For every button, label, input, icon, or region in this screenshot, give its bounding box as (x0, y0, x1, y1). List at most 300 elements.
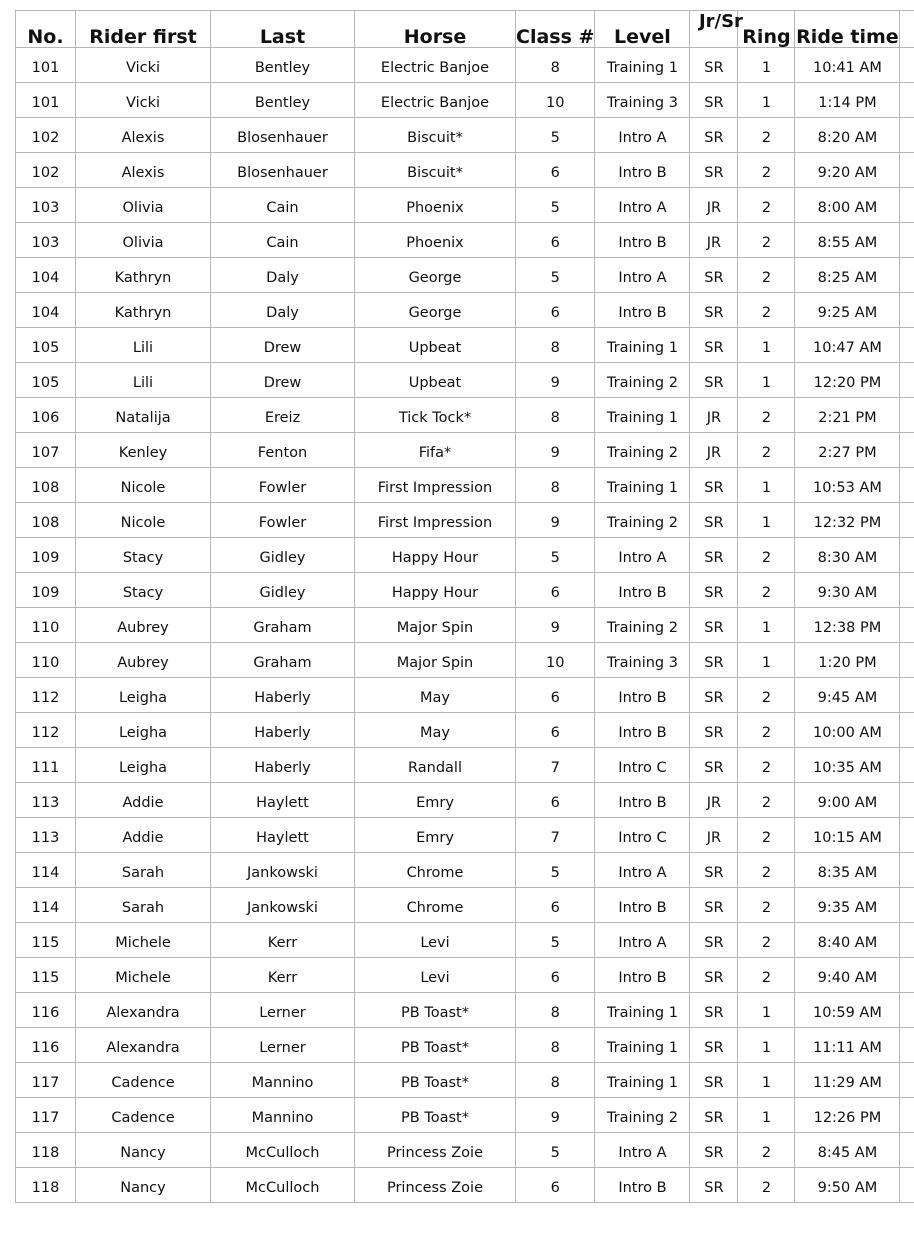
cell-level: Training 2 (595, 503, 690, 538)
cell-no: 115 (16, 923, 76, 958)
header-horse: Horse (355, 11, 516, 48)
cell-last: Lerner (211, 1028, 355, 1063)
cell-jr-sr: SR (690, 678, 738, 713)
cell-class: 9 (516, 608, 595, 643)
cell-level: Training 2 (595, 1098, 690, 1133)
cell-level: Intro C (595, 748, 690, 783)
cell-spacer (900, 818, 914, 853)
cell-level: Intro B (595, 958, 690, 993)
cell-horse: Chrome (355, 853, 516, 888)
table-row (16, 1098, 914, 1133)
table-row (16, 363, 914, 398)
cell-ride-time: 8:00 AM (795, 188, 900, 223)
cell-no: 108 (16, 503, 76, 538)
cell-level: Training 2 (595, 433, 690, 468)
cell-jr-sr: SR (690, 713, 738, 748)
cell-jr-sr: JR (690, 398, 738, 433)
table-row (16, 433, 914, 468)
cell-rider-first: Nancy (76, 1133, 211, 1168)
cell-jr-sr: JR (690, 433, 738, 468)
cell-horse: Major Spin (355, 643, 516, 678)
cell-level: Training 1 (595, 398, 690, 433)
cell-no: 107 (16, 433, 76, 468)
cell-ring: 1 (738, 1028, 795, 1063)
cell-no: 118 (16, 1168, 76, 1203)
table-row (16, 223, 914, 258)
cell-ring: 1 (738, 993, 795, 1028)
cell-class: 8 (516, 328, 595, 363)
cell-rider-first: Olivia (76, 188, 211, 223)
cell-jr-sr: SR (690, 363, 738, 398)
cell-class: 7 (516, 818, 595, 853)
cell-rider-first: Cadence (76, 1098, 211, 1133)
cell-rider-first: Nicole (76, 468, 211, 503)
cell-level: Intro B (595, 713, 690, 748)
table-row (16, 573, 914, 608)
cell-last: Bentley (211, 48, 355, 83)
cell-ring: 2 (738, 188, 795, 223)
cell-horse: Chrome (355, 888, 516, 923)
cell-no: 103 (16, 223, 76, 258)
cell-ride-time: 1:20 PM (795, 643, 900, 678)
cell-class: 6 (516, 1168, 595, 1203)
cell-no: 114 (16, 888, 76, 923)
cell-level: Intro A (595, 923, 690, 958)
cell-no: 112 (16, 713, 76, 748)
cell-jr-sr: SR (690, 538, 738, 573)
cell-jr-sr: SR (690, 1168, 738, 1203)
cell-jr-sr: SR (690, 573, 738, 608)
cell-class: 6 (516, 223, 595, 258)
header-row (16, 11, 914, 48)
cell-jr-sr: SR (690, 853, 738, 888)
cell-horse: PB Toast* (355, 1063, 516, 1098)
header-spacer (900, 11, 914, 48)
cell-jr-sr: JR (690, 188, 738, 223)
cell-ride-time: 8:30 AM (795, 538, 900, 573)
cell-ring: 2 (738, 433, 795, 468)
header-class: Class # (516, 11, 595, 48)
cell-horse: PB Toast* (355, 1028, 516, 1063)
cell-no: 101 (16, 48, 76, 83)
table-row (16, 993, 914, 1028)
cell-horse: First Impression (355, 503, 516, 538)
cell-ride-time: 2:21 PM (795, 398, 900, 433)
cell-class: 9 (516, 503, 595, 538)
cell-last: Fowler (211, 468, 355, 503)
cell-rider-first: Leigha (76, 748, 211, 783)
cell-ride-time: 8:20 AM (795, 118, 900, 153)
header-last: Last (211, 11, 355, 48)
cell-ride-time: 10:15 AM (795, 818, 900, 853)
cell-last: Jankowski (211, 888, 355, 923)
cell-ride-time: 10:53 AM (795, 468, 900, 503)
cell-ride-time: 8:55 AM (795, 223, 900, 258)
cell-horse: May (355, 713, 516, 748)
cell-ring: 2 (738, 888, 795, 923)
cell-last: Daly (211, 258, 355, 293)
cell-level: Intro A (595, 538, 690, 573)
cell-level: Intro A (595, 853, 690, 888)
cell-spacer (900, 993, 914, 1028)
cell-rider-first: Aubrey (76, 643, 211, 678)
cell-class: 6 (516, 153, 595, 188)
cell-last: Haylett (211, 818, 355, 853)
header-jr-sr-text: Jr/Sr (698, 11, 743, 32)
cell-class: 5 (516, 258, 595, 293)
cell-spacer (900, 398, 914, 433)
cell-ring: 1 (738, 468, 795, 503)
cell-no: 110 (16, 643, 76, 678)
cell-no: 106 (16, 398, 76, 433)
cell-no: 117 (16, 1063, 76, 1098)
cell-level: Training 1 (595, 468, 690, 503)
cell-no: 102 (16, 118, 76, 153)
cell-horse: Levi (355, 958, 516, 993)
cell-level: Intro B (595, 573, 690, 608)
cell-ride-time: 1:14 PM (795, 83, 900, 118)
cell-rider-first: Kathryn (76, 258, 211, 293)
table-row (16, 258, 914, 293)
cell-jr-sr: SR (690, 503, 738, 538)
cell-spacer (900, 503, 914, 538)
cell-level: Training 1 (595, 48, 690, 83)
cell-level: Intro B (595, 1168, 690, 1203)
cell-level: Intro A (595, 188, 690, 223)
cell-rider-first: Alexandra (76, 993, 211, 1028)
cell-class: 8 (516, 48, 595, 83)
cell-rider-first: Leigha (76, 678, 211, 713)
cell-ring: 1 (738, 608, 795, 643)
cell-ride-time: 10:59 AM (795, 993, 900, 1028)
cell-rider-first: Kenley (76, 433, 211, 468)
cell-level: Intro B (595, 888, 690, 923)
cell-ring: 2 (738, 118, 795, 153)
cell-ride-time: 8:35 AM (795, 853, 900, 888)
table-row (16, 188, 914, 223)
cell-level: Training 1 (595, 1028, 690, 1063)
table-row (16, 713, 914, 748)
cell-horse: Biscuit* (355, 118, 516, 153)
cell-horse: PB Toast* (355, 1098, 516, 1133)
ride-schedule-table (15, 10, 914, 1203)
cell-spacer (900, 538, 914, 573)
cell-no: 113 (16, 818, 76, 853)
cell-spacer (900, 958, 914, 993)
cell-ring: 2 (738, 1168, 795, 1203)
cell-ride-time: 8:45 AM (795, 1133, 900, 1168)
cell-rider-first: Cadence (76, 1063, 211, 1098)
cell-rider-first: Alexis (76, 153, 211, 188)
cell-spacer (900, 83, 914, 118)
cell-ride-time: 9:35 AM (795, 888, 900, 923)
cell-ring: 2 (738, 538, 795, 573)
cell-rider-first: Lili (76, 363, 211, 398)
cell-level: Intro A (595, 118, 690, 153)
cell-spacer (900, 118, 914, 153)
cell-rider-first: Natalija (76, 398, 211, 433)
cell-ride-time: 10:41 AM (795, 48, 900, 83)
table-row (16, 643, 914, 678)
cell-no: 104 (16, 293, 76, 328)
cell-ring: 2 (738, 293, 795, 328)
cell-rider-first: Michele (76, 923, 211, 958)
cell-horse: Happy Hour (355, 573, 516, 608)
table-row (16, 783, 914, 818)
cell-last: Cain (211, 223, 355, 258)
cell-last: Kerr (211, 958, 355, 993)
cell-ring: 1 (738, 1098, 795, 1133)
cell-jr-sr: SR (690, 923, 738, 958)
header-ring: Ring (738, 11, 795, 48)
cell-class: 6 (516, 678, 595, 713)
cell-rider-first: Stacy (76, 538, 211, 573)
cell-ride-time: 9:40 AM (795, 958, 900, 993)
cell-no: 117 (16, 1098, 76, 1133)
cell-no: 109 (16, 538, 76, 573)
cell-last: Graham (211, 608, 355, 643)
cell-last: Gidley (211, 573, 355, 608)
cell-ride-time: 10:35 AM (795, 748, 900, 783)
cell-jr-sr: SR (690, 958, 738, 993)
cell-no: 105 (16, 363, 76, 398)
cell-spacer (900, 1168, 914, 1203)
cell-last: Drew (211, 363, 355, 398)
cell-last: Cain (211, 188, 355, 223)
table-row (16, 48, 914, 83)
cell-ring: 2 (738, 853, 795, 888)
cell-horse: George (355, 258, 516, 293)
cell-last: Graham (211, 643, 355, 678)
cell-no: 111 (16, 748, 76, 783)
cell-ride-time: 8:25 AM (795, 258, 900, 293)
cell-jr-sr: JR (690, 223, 738, 258)
cell-last: Haberly (211, 713, 355, 748)
cell-ring: 2 (738, 258, 795, 293)
cell-level: Intro B (595, 783, 690, 818)
cell-spacer (900, 783, 914, 818)
cell-ring: 1 (738, 503, 795, 538)
cell-last: Drew (211, 328, 355, 363)
cell-rider-first: Stacy (76, 573, 211, 608)
cell-horse: Levi (355, 923, 516, 958)
cell-horse: Phoenix (355, 223, 516, 258)
cell-horse: Biscuit* (355, 153, 516, 188)
cell-class: 8 (516, 468, 595, 503)
cell-level: Training 2 (595, 363, 690, 398)
cell-ride-time: 12:32 PM (795, 503, 900, 538)
cell-rider-first: Vicki (76, 83, 211, 118)
cell-level: Intro A (595, 1133, 690, 1168)
cell-rider-first: Michele (76, 958, 211, 993)
cell-ride-time: 10:00 AM (795, 713, 900, 748)
table-row (16, 293, 914, 328)
cell-level: Training 1 (595, 1063, 690, 1098)
cell-jr-sr: SR (690, 1133, 738, 1168)
cell-no: 114 (16, 853, 76, 888)
cell-ring: 2 (738, 1133, 795, 1168)
cell-spacer (900, 363, 914, 398)
cell-horse: Emry (355, 818, 516, 853)
cell-last: Mannino (211, 1063, 355, 1098)
cell-jr-sr: SR (690, 608, 738, 643)
cell-class: 10 (516, 83, 595, 118)
cell-jr-sr: SR (690, 993, 738, 1028)
cell-jr-sr: SR (690, 888, 738, 923)
cell-level: Intro B (595, 293, 690, 328)
cell-no: 112 (16, 678, 76, 713)
cell-level: Intro B (595, 223, 690, 258)
cell-ring: 1 (738, 328, 795, 363)
cell-horse: Tick Tock* (355, 398, 516, 433)
header-level: Level (595, 11, 690, 48)
cell-spacer (900, 643, 914, 678)
cell-level: Training 1 (595, 328, 690, 363)
cell-ring: 2 (738, 223, 795, 258)
cell-no: 102 (16, 153, 76, 188)
cell-class: 8 (516, 1063, 595, 1098)
cell-level: Intro B (595, 153, 690, 188)
cell-spacer (900, 433, 914, 468)
cell-rider-first: Alexandra (76, 1028, 211, 1063)
cell-ring: 2 (738, 818, 795, 853)
cell-jr-sr: SR (690, 1063, 738, 1098)
cell-jr-sr: SR (690, 293, 738, 328)
cell-rider-first: Aubrey (76, 608, 211, 643)
cell-ride-time: 9:25 AM (795, 293, 900, 328)
cell-ring: 2 (738, 748, 795, 783)
header-no: No. (16, 11, 76, 48)
cell-no: 105 (16, 328, 76, 363)
cell-last: Jankowski (211, 853, 355, 888)
cell-ride-time: 9:20 AM (795, 153, 900, 188)
cell-jr-sr: SR (690, 48, 738, 83)
cell-spacer (900, 713, 914, 748)
cell-horse: Emry (355, 783, 516, 818)
cell-horse: May (355, 678, 516, 713)
cell-class: 8 (516, 398, 595, 433)
cell-no: 116 (16, 993, 76, 1028)
cell-class: 6 (516, 888, 595, 923)
cell-jr-sr: JR (690, 818, 738, 853)
cell-no: 110 (16, 608, 76, 643)
cell-horse: Major Spin (355, 608, 516, 643)
cell-level: Intro B (595, 678, 690, 713)
cell-class: 5 (516, 853, 595, 888)
cell-horse: First Impression (355, 468, 516, 503)
cell-class: 9 (516, 433, 595, 468)
table-row (16, 678, 914, 713)
cell-last: Kerr (211, 923, 355, 958)
cell-rider-first: Addie (76, 783, 211, 818)
cell-class: 5 (516, 188, 595, 223)
table-row (16, 958, 914, 993)
cell-horse: Fifa* (355, 433, 516, 468)
cell-horse: Princess Zoie (355, 1133, 516, 1168)
cell-horse: Upbeat (355, 363, 516, 398)
cell-spacer (900, 1028, 914, 1063)
cell-horse: Electric Banjoe (355, 48, 516, 83)
cell-horse: PB Toast* (355, 993, 516, 1028)
cell-ride-time: 10:47 AM (795, 328, 900, 363)
table-row (16, 328, 914, 363)
cell-horse: Randall (355, 748, 516, 783)
cell-jr-sr: SR (690, 328, 738, 363)
cell-rider-first: Olivia (76, 223, 211, 258)
cell-jr-sr: SR (690, 258, 738, 293)
cell-ring: 2 (738, 713, 795, 748)
cell-ride-time: 9:50 AM (795, 1168, 900, 1203)
cell-last: Mannino (211, 1098, 355, 1133)
cell-class: 7 (516, 748, 595, 783)
cell-spacer (900, 888, 914, 923)
cell-spacer (900, 1098, 914, 1133)
table-row (16, 1028, 914, 1063)
cell-rider-first: Vicki (76, 48, 211, 83)
cell-spacer (900, 678, 914, 713)
table-row (16, 748, 914, 783)
cell-class: 6 (516, 958, 595, 993)
cell-last: Lerner (211, 993, 355, 1028)
table-row (16, 153, 914, 188)
cell-rider-first: Alexis (76, 118, 211, 153)
cell-last: Haberly (211, 678, 355, 713)
cell-class: 8 (516, 993, 595, 1028)
cell-level: Training 2 (595, 608, 690, 643)
cell-spacer (900, 608, 914, 643)
cell-rider-first: Sarah (76, 888, 211, 923)
cell-no: 116 (16, 1028, 76, 1063)
cell-class: 5 (516, 118, 595, 153)
cell-jr-sr: SR (690, 83, 738, 118)
cell-spacer (900, 748, 914, 783)
table-row (16, 538, 914, 573)
cell-last: Fenton (211, 433, 355, 468)
cell-rider-first: Nicole (76, 503, 211, 538)
cell-last: Blosenhauer (211, 118, 355, 153)
cell-ride-time: 11:11 AM (795, 1028, 900, 1063)
cell-no: 113 (16, 783, 76, 818)
table-row (16, 888, 914, 923)
cell-last: Gidley (211, 538, 355, 573)
cell-ring: 1 (738, 643, 795, 678)
table-row (16, 1063, 914, 1098)
cell-jr-sr: SR (690, 118, 738, 153)
cell-class: 5 (516, 923, 595, 958)
cell-class: 5 (516, 1133, 595, 1168)
cell-rider-first: Kathryn (76, 293, 211, 328)
cell-ride-time: 12:38 PM (795, 608, 900, 643)
header-ride-time: Ride time (795, 11, 900, 48)
cell-rider-first: Addie (76, 818, 211, 853)
cell-jr-sr: SR (690, 748, 738, 783)
cell-level: Intro C (595, 818, 690, 853)
cell-rider-first: Lili (76, 328, 211, 363)
cell-class: 6 (516, 713, 595, 748)
cell-ring: 2 (738, 153, 795, 188)
cell-spacer (900, 1063, 914, 1098)
cell-spacer (900, 293, 914, 328)
cell-jr-sr: JR (690, 783, 738, 818)
cell-horse: Electric Banjoe (355, 83, 516, 118)
table-row (16, 923, 914, 958)
cell-ride-time: 9:00 AM (795, 783, 900, 818)
cell-no: 109 (16, 573, 76, 608)
cell-no: 118 (16, 1133, 76, 1168)
header-jr-sr (690, 11, 743, 48)
cell-spacer (900, 153, 914, 188)
cell-ride-time: 9:30 AM (795, 573, 900, 608)
